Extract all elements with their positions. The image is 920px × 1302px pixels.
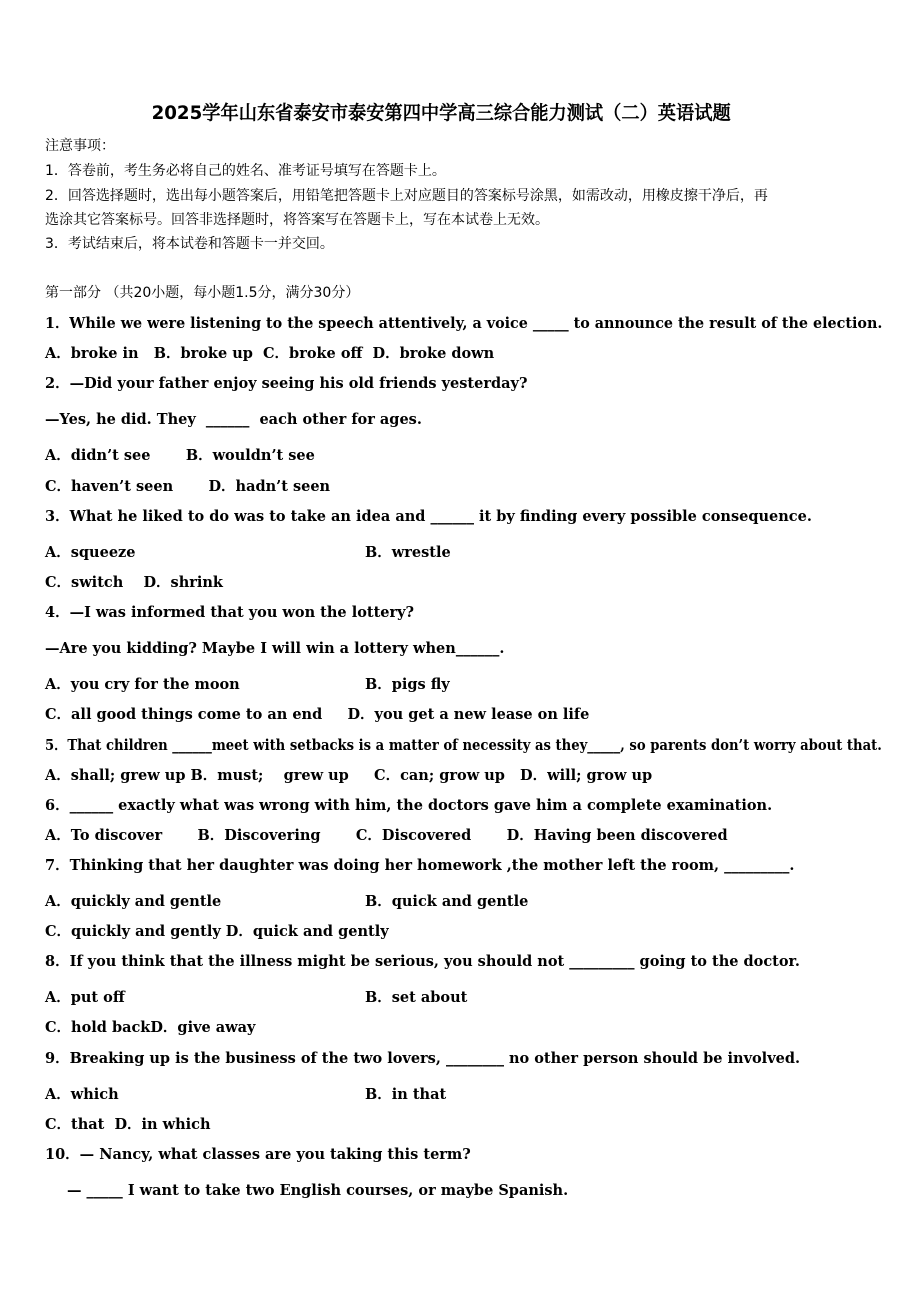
answer-options: A．To discover B．Discovering C．Discovered D．Having been discovered: [45, 827, 728, 844]
notice-item: 2．回答选择题时，选出每小题答案后，用铅笔把答题卡上对应题目的答案标号涂黑，如需改动，用橡皮擦干净后，再: [45, 188, 768, 204]
answer-options: C．haven’t seen D．hadn’t seen: [45, 478, 331, 495]
question-reply: — _____ I want to take two English courses, or maybe Spanish.: [67, 1182, 569, 1199]
answer-options: A．shall; grew up B．must; grew up C．can; grow up D．will; grow up: [45, 767, 653, 784]
option-a: A．squeeze: [45, 544, 136, 561]
question-stem: 10．— Nancy, what classes are you taking this term?: [45, 1146, 471, 1163]
page-title: 2025学年山东省泰安市泰安第四中学高三综合能力测试（二）英语试题: [151, 102, 731, 124]
notice-heading: 注意事项：: [45, 138, 115, 154]
question-stem: 7．Thinking that her daughter was doing her homework ,the mother left the room, _________.: [45, 857, 795, 874]
notice-item: 3．考试结束后，将本试卷和答题卡一并交回。: [45, 236, 334, 252]
question-stem: 9．Breaking up is the business of the two lovers, ________ no other person should be involved.: [45, 1050, 801, 1067]
option-b: B．quick and gentle: [365, 893, 529, 910]
answer-options: C．quickly and gently D．quick and gently: [45, 923, 389, 940]
question-stem: 3．What he liked to do was to take an idea and ______ it by finding every possible consequence.: [45, 508, 812, 525]
question-stem: 4．—I was informed that you won the lottery?: [45, 604, 415, 621]
option-b: B．set about: [365, 989, 468, 1006]
notice-item: 1．答卷前，考生务必将自己的姓名、准考证号填写在答题卡上。: [45, 163, 446, 179]
answer-options: C．that D．in which: [45, 1116, 211, 1133]
question-stem: 2．—Did your father enjoy seeing his old friends yesterday?: [45, 375, 528, 392]
option-a: A．you cry for the moon: [45, 676, 240, 693]
answer-options: A．broke in B．broke up C．broke off D．broke down: [45, 345, 495, 362]
option-a: A．which: [45, 1086, 119, 1103]
question-stem: 8．If you think that the illness might be serious, you should not _________ going to the doctor.: [45, 953, 800, 970]
question-reply: —Are you kidding? Maybe I will win a lottery when______.: [45, 640, 505, 657]
answer-options: C．switch D．shrink: [45, 574, 223, 591]
answer-options: C．all good things come to an end D．you get a new lease on life: [45, 706, 590, 723]
question-stem: 1．While we were listening to the speech attentively, a voice _____ to announce the result of the election.: [45, 315, 883, 332]
answer-options: C．hold backD．give away: [45, 1019, 256, 1036]
question-reply: —Yes, he did. They ______ each other for ages.: [45, 411, 422, 428]
answer-options: A．didn’t see B．wouldn’t see: [45, 447, 315, 464]
notice-item: 选涂其它答案标号。回答非选择题时，将答案写在答题卡上，写在本试卷上无效。: [45, 212, 549, 228]
question-stem: 6．______ exactly what was wrong with him, the doctors gave him a complete examination.: [45, 797, 773, 814]
option-b: B．in that: [365, 1086, 447, 1103]
section-heading: 第一部分 （共20小题，每小题1.5分，满分30分）: [45, 285, 360, 301]
question-stem: 5．That children ______meet with setbacks is a matter of necessity as they_____, so parents don’t worry about that.: [45, 737, 882, 754]
option-a: A．quickly and gentle: [45, 893, 222, 910]
option-b: B．wrestle: [365, 544, 451, 561]
option-a: A．put off: [45, 989, 125, 1006]
option-b: B．pigs fly: [365, 676, 450, 693]
